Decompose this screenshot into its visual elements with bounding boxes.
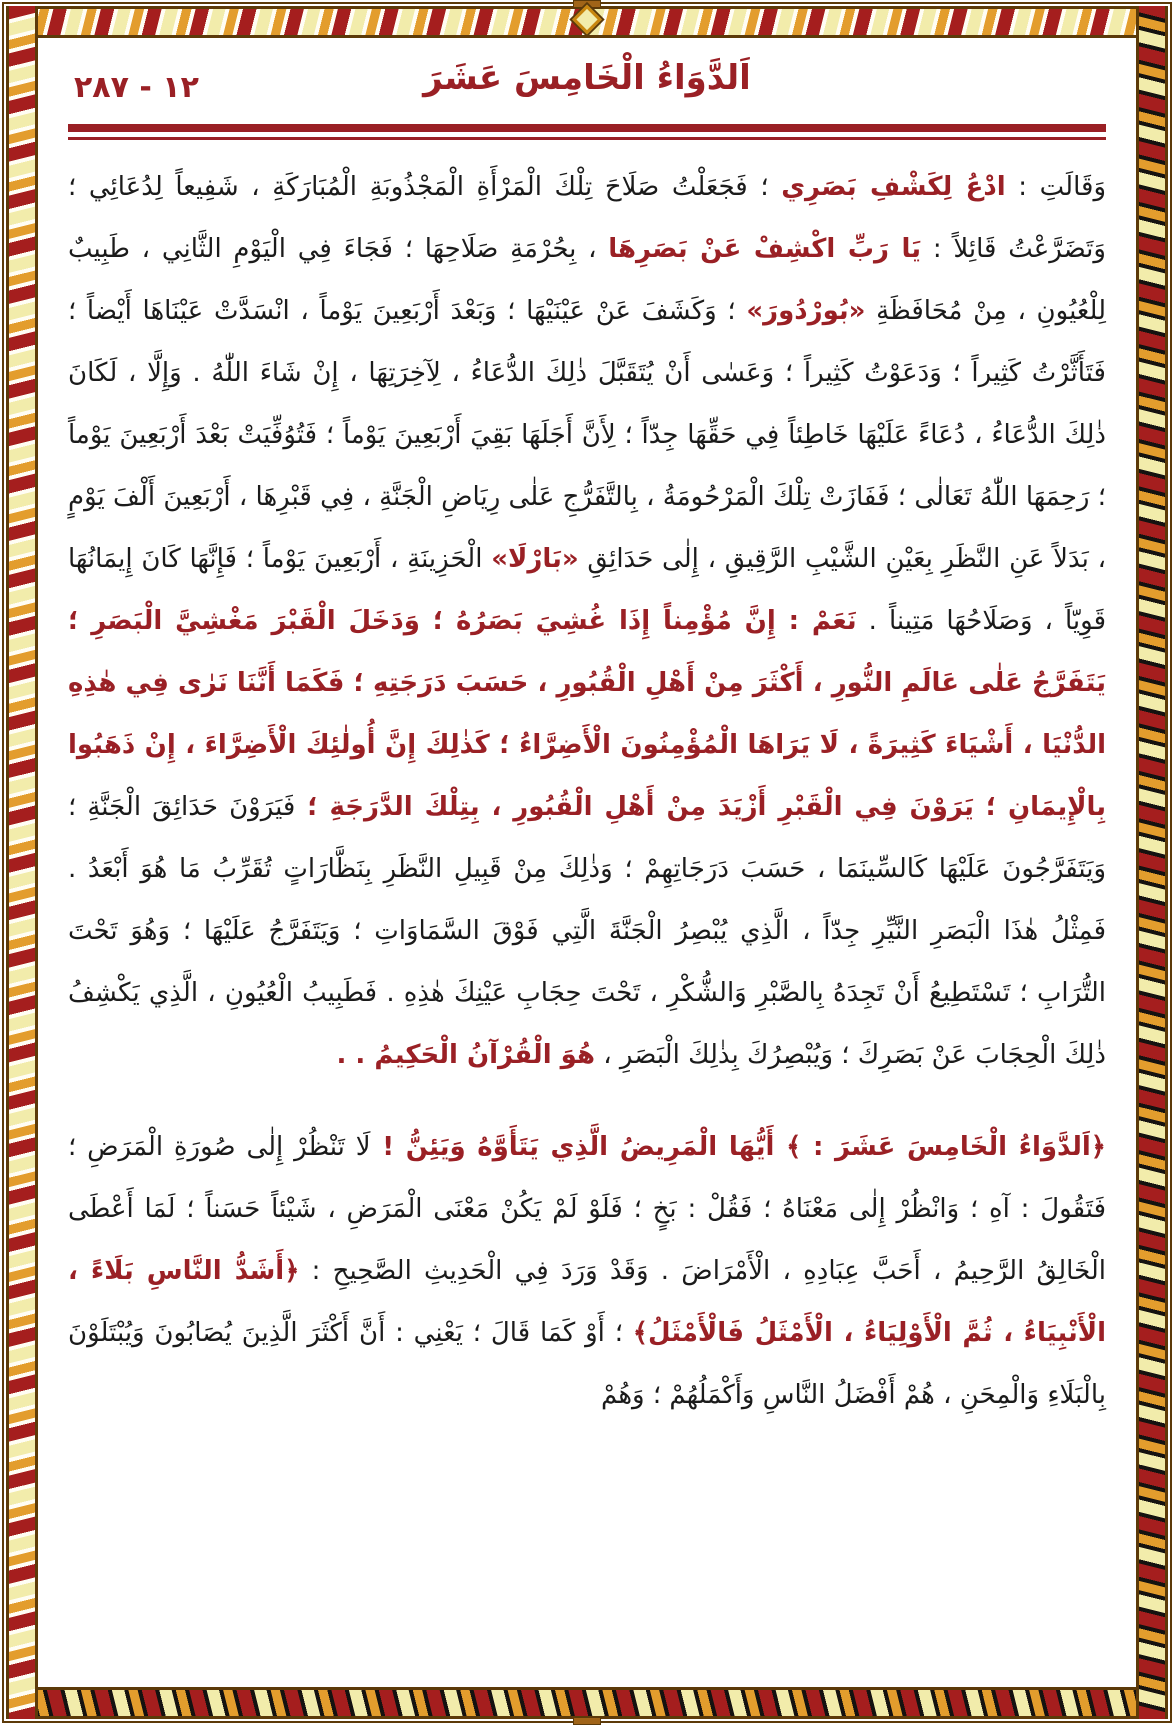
paragraph-fourteenth-remedy-story — [68, 156, 1106, 1086]
text-run-red: هُوَ الْقُرْآنُ الْحَكِيمُ . . — [336, 1040, 595, 1070]
text-run-black: ؛ أَوْ كَمَا قَالَ ؛ يَعْنِي : أَنَّ أَكْثَرَ الَّذِينَ يُصَابُونَ وَيُبْتَلَوْنَ بِالْبَلَاءِ وَالْمِحَنِ ، هُمْ أَفْضَلُ النَّاسِ وَأَكْمَلُهُمْ ؛ وَهُمْ — [68, 1318, 1106, 1410]
text-run-red: «بُورْدُورَ» — [746, 296, 866, 326]
text-run-black: وَقَالَتِ : — [1005, 172, 1106, 202]
text-run-black: ؛ فَجَعَلْتُ صَلَاحَ تِلْكَ الْمَرْأَةِ الْمَجْذُوبَةِ الْمُبَارَكَةِ ، شَفِيعاً لِدُعَائِي ؛ وَتَضَرَّعْتُ قَائِلاً : — [68, 172, 1106, 264]
text-run-red: ادْعُ لِكَشْفِ بَصَرِي — [781, 172, 1006, 202]
text-run-black: ؛ وَكَشَفَ عَنْ عَيْنَيْهَا ؛ وَبَعْدَ أَرْبَعِينَ يَوْماً ، انْسَدَّتْ عَيْنَاهَا أَيْضاً ؛ فَتَأَثَّرْتُ كَثِيراً ؛ وَدَعَوْتُ كَثِيراً ؛ وَعَسٰى أَنْ يُتَقَبَّلَ ذٰلِكَ الدُّعَاءُ ، لِآخِرَتِهَا ، إِنْ شَاءَ اللّٰهُ . وَإِلَّا ، لَكَانَ ذٰلِكَ الدُّعَاءُ ، دُعَاءً عَلَيْهَا خَاطِئاً فِي حَقِّهَا جِدّاً ؛ لِأَنَّ أَجَلَهَا بَقِيَ أَرْبَعِينَ يَوْماً ؛ فَتُوُفِّيَتْ بَعْدَ أَرْبَعِينَ يَوْماً ؛ رَحِمَهَا اللّٰهُ تَعَالٰى ؛ فَفَازَتْ تِلْكَ الْمَرْحُومَةُ ، بِالتَّفَرُّجِ عَلٰى رِيَاضِ الْجَنَّةِ ، فِي قَبْرِهَا ، أَرْبَعِينَ أَلْفَ يَوْمٍ ، بَدَلاً عَنِ النَّظَرِ بِعَيْنِ الشَّيْبِ الرَّقِيقِ ، إِلٰى حَدَائِقِ — [68, 296, 1106, 574]
page-header — [68, 52, 1106, 116]
text-run-red: ﴿اَلدَّوَاءُ الْخَامِسَ عَشَرَ : ﴾ أَيُّهَا الْمَرِيضُ الَّذِي يَتَأَوَّهُ وَيَئِنُّ ! — [370, 1132, 1106, 1162]
text-run-red: يَا رَبِّ اكْشِفْ عَنْ بَصَرِهَا — [608, 234, 922, 264]
text-run-red: نَعَمْ : إِنَّ مُؤْمِناً إِذَا غُشِيَ بَصَرُهُ ؛ وَدَخَلَ الْقَبْرَ مَغْشِيَّ الْبَصَرِ ؛ يَتَفَرَّجُ عَلٰى عَالَمِ النُّورِ ، أَكْثَرَ مِنْ أَهْلِ الْقُبُورِ ، حَسَبَ دَرَجَتِهِ ؛ فَكَمَا أَنَّنَا نَرٰى فِي هٰذِهِ الدُّنْيَا ، أَشْيَاءَ كَثِيرَةً ، لَا يَرَاهَا الْمُؤْمِنُونَ الْأَضِرَّاءُ ؛ كَذٰلِكَ إِنَّ أُولٰئِكَ الْأَضِرَّاءَ ، إِنْ ذَهَبُوا بِالْإِيمَانِ ؛ يَرَوْنَ فِي الْقَبْرِ أَزْيَدَ مِنْ أَهْلِ الْقُبُورِ ، بِتِلْكَ الدَّرَجَةِ ؛ — [68, 606, 1107, 822]
text-run-red: ﴿أَشَدُّ النَّاسِ بَلَاءً ، الْأَنْبِيَاءُ ، ثُمَّ الْأَوْلِيَاءُ ، الْأَمْثَلُ فَالْأَمْثَلُ﴾ — [68, 1256, 1106, 1348]
page-number: ١٢ - ٢٨٧ — [74, 70, 199, 105]
ornamental-border-bottom — [6, 1687, 1168, 1719]
page-title: اَلدَّوَاءُ الْخَامِسَ عَشَرَ — [423, 58, 751, 98]
body-text — [68, 156, 1106, 1426]
text-run-red: «بَارْلَا» — [491, 544, 579, 574]
ornamental-border-left — [6, 6, 38, 1719]
text-run-black: ، بِحُرْمَةِ صَلَاحِهَا ؛ فَجَاءَ فِي الْيَوْمِ الثَّانِي ، طَبِيبٌ لِلْعُيُونِ ، مِنْ مُحَافَظَةِ — [68, 234, 1106, 326]
paragraph-fifteenth-remedy — [68, 1116, 1106, 1426]
header-rule-thick — [68, 124, 1106, 132]
text-run-black: الْحَزِينَةِ ، أَرْبَعِينَ يَوْماً ؛ فَإِنَّهَا كَانَ إِيمَانُهَا قَوِيّاً ، وَصَلَاحُهَا مَتِيناً . — [68, 544, 1106, 636]
header-rule-thin — [68, 137, 1106, 140]
text-run-black: فَيَرَوْنَ حَدَائِقَ الْجَنَّةِ ؛ وَيَتَفَرَّجُونَ عَلَيْهَا كَالسِّينَمَا ، حَسَبَ دَرَجَاتِهِمْ ؛ وَذٰلِكَ مِنْ قَبِيلِ النَّظَرِ بِنَظَّارَاتٍ تُقَرِّبُ مَا هُوَ أَبْعَدُ . فَمِثْلُ هٰذَا الْبَصَرِ النَّيِّرِ جِدّاً ، الَّذِي يُبْصِرُ الْجَنَّةَ الَّتِي فَوْقَ السَّمَاوَاتِ ؛ وَيَتَفَرَّجُ عَلَيْهَا ؛ وَهُوَ تَحْتَ التُّرَابِ ؛ تَسْتَطِيعُ أَنْ تَجِدَهُ بِالصَّبْرِ وَالشُّكْرِ ، تَحْتَ حِجَابِ عَيْنِكَ هٰذِهِ . فَطَبِيبُ الْعُيُونِ ، الَّذِي يَكْشِفُ ذٰلِكَ الْحِجَابَ عَنْ بَصَرِكَ ؛ وَيُبْصِرُكَ بِذٰلِكَ الْبَصَرِ ، — [68, 792, 1106, 1070]
ornamental-border-right — [1136, 6, 1168, 1719]
text-run-black: لَا تَنْظُرْ إِلٰى صُورَةِ الْمَرَضِ ؛ فَتَقُولَ : آهِ ؛ وَانْظُرْ إِلٰى مَعْنَاهُ ؛ فَقُلْ : بَخٍ ؛ فَلَوْ لَمْ يَكُنْ مَعْنَى الْمَرَضِ ، شَيْئاً حَسَناً ؛ لَمَا أَعْطَى الْخَالِقُ الرَّحِيمُ ، أَحَبَّ عِبَادِهِ ، الْأَمْرَاضَ . وَقَدْ وَرَدَ فِي الْحَدِيثِ الصَّحِيحِ : — [68, 1132, 1106, 1286]
page-content — [38, 38, 1136, 1687]
border-center-tick-bottom — [573, 1717, 601, 1725]
